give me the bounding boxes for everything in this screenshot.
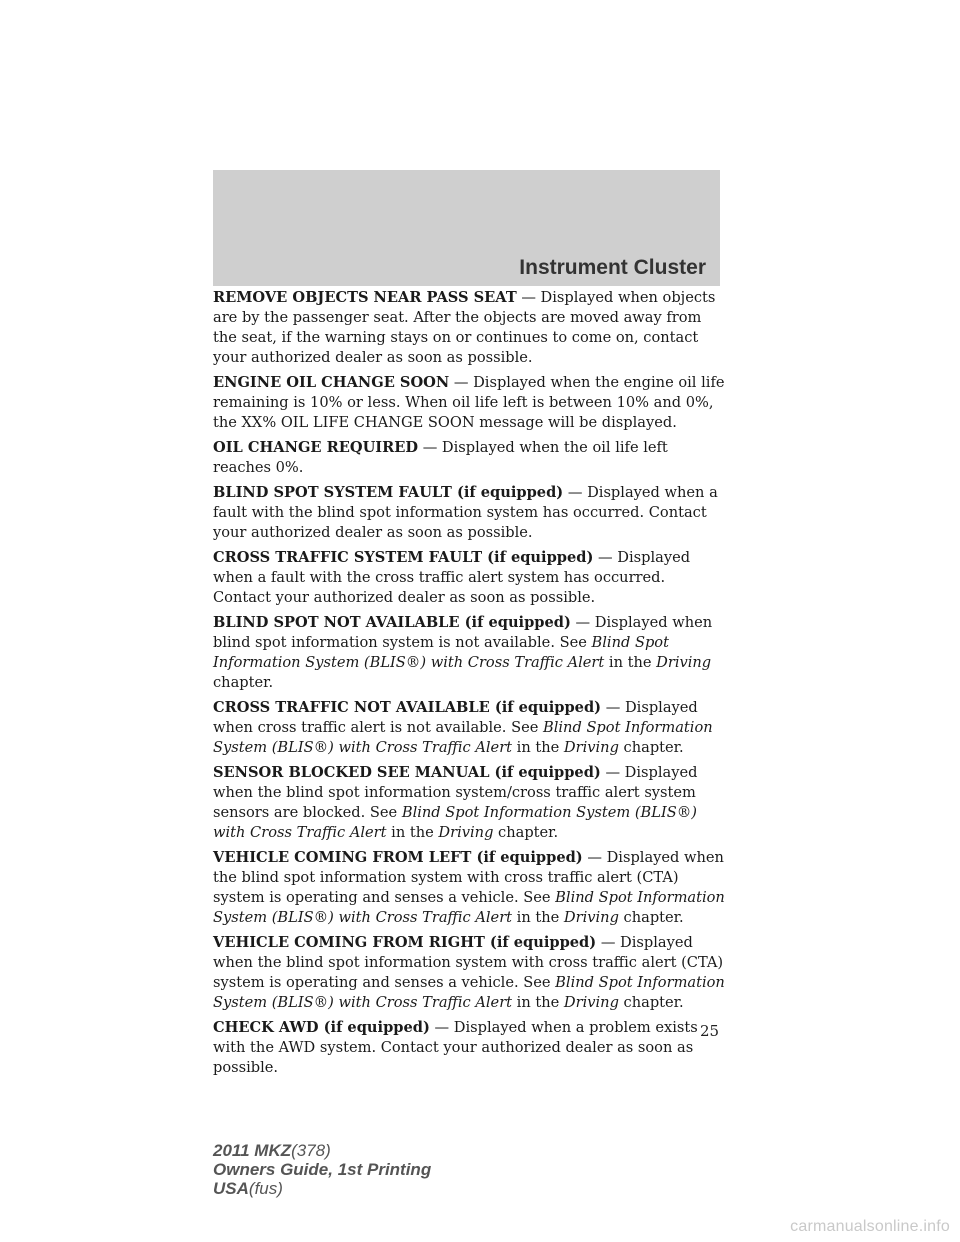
message-term: OIL CHANGE REQUIRED [213, 439, 419, 456]
message-description: — Displayed when a problem exists with the AWD system. Contact your authorized dealer as soon as possible. [213, 1019, 698, 1076]
cross-reference: Blind Spot Information System (BLIS®) with Cross Traffic Alert [213, 804, 698, 841]
message-description: chapter. [493, 824, 559, 841]
message-paragraph [213, 763, 725, 843]
message-paragraph [213, 373, 725, 433]
cross-reference: Blind Spot Information System (BLIS®) with Cross Traffic Alert [213, 974, 725, 1011]
message-paragraph [213, 483, 725, 543]
message-list [213, 288, 725, 1083]
watermark-text: carmanualsonline.info [790, 1218, 950, 1235]
message-description: — Displayed when a fault with the cross traffic alert system has occurred. Contact your authorized dealer as soon as possible. [213, 549, 691, 606]
footer-line-1 [213, 1141, 431, 1160]
message-paragraph [213, 1018, 725, 1078]
message-description: — Displayed when a fault with the blind spot information system has occurred. Contact your authorized dealer as soon as possible. [213, 484, 718, 541]
message-description: chapter. [618, 739, 684, 756]
cross-reference: Blind Spot Information System (BLIS®) with Cross Traffic Alert [213, 889, 725, 926]
cross-reference: Blind Spot Information System (BLIS®) with Cross Traffic Alert [213, 634, 669, 671]
page-number: 25 [700, 1022, 720, 1040]
message-term: REMOVE OBJECTS NEAR PASS SEAT [213, 289, 517, 306]
message-description: — Displayed when objects are by the passenger seat. After the objects are moved away from the seat, if the warning stays on or continues to come on, contact your authorized dealer as soon as possible. [213, 289, 716, 366]
cross-reference: Blind Spot Information System (BLIS®) with Cross Traffic Alert [213, 719, 713, 756]
message-paragraph [213, 698, 725, 758]
message-description: — Displayed when blind spot information system is not available. See [213, 614, 713, 651]
message-term: ENGINE OIL CHANGE SOON [213, 374, 450, 391]
cross-reference: Driving [563, 739, 619, 756]
message-paragraph [213, 613, 725, 693]
cross-reference: Driving [563, 909, 619, 926]
footer-line-3 [213, 1179, 431, 1198]
message-description: in the [512, 994, 564, 1011]
chapter-title: Instrument Cluster [519, 256, 706, 279]
message-description: — Displayed when cross traffic alert is not available. See [213, 699, 698, 736]
footer-market-code: (fus) [248, 1179, 283, 1198]
message-term: VEHICLE COMING FROM LEFT (if equipped) [213, 849, 583, 866]
message-description: in the [512, 909, 564, 926]
message-paragraph [213, 548, 725, 608]
footer-line-2: Owners Guide, 1st Printing [213, 1160, 432, 1179]
message-description: in the [386, 824, 439, 841]
message-paragraph [213, 288, 725, 368]
message-description: — Displayed when the blind spot information system/cross traffic alert system sensors are blocked. See [213, 764, 698, 821]
footer-model-code: (378) [291, 1141, 331, 1160]
cross-reference: Driving [438, 824, 494, 841]
message-term: SENSOR BLOCKED SEE MANUAL (if equipped) [213, 764, 601, 781]
message-term: CROSS TRAFFIC NOT AVAILABLE (if equipped) [213, 699, 602, 716]
message-paragraph [213, 438, 725, 478]
cross-reference: Driving [563, 994, 619, 1011]
message-description: chapter. [213, 674, 274, 691]
message-description: in the [604, 654, 657, 671]
message-description: — Displayed when the engine oil life remaining is 10% or less. When oil life left is between 10% and 0%, the XX% OIL LIFE CHANGE SOON message will be displayed. [213, 374, 725, 431]
cross-reference: Driving [656, 654, 712, 671]
print-footer [213, 1141, 431, 1198]
chapter-header-band [213, 170, 720, 286]
message-description: chapter. [618, 994, 684, 1011]
message-term: CHECK AWD (if equipped) [213, 1019, 430, 1036]
message-term: CROSS TRAFFIC SYSTEM FAULT (if equipped) [213, 549, 594, 566]
message-term: BLIND SPOT NOT AVAILABLE (if equipped) [213, 614, 571, 631]
footer-model: 2011 MKZ [213, 1141, 292, 1160]
message-term: BLIND SPOT SYSTEM FAULT (if equipped) [213, 484, 564, 501]
message-paragraph [213, 933, 725, 1013]
message-description: — Displayed when the blind spot information system with cross traffic alert (CTA) system is operating and senses a vehicle. See [213, 934, 724, 991]
message-description: — Displayed when the oil life left reaches 0%. [213, 439, 668, 476]
message-term: VEHICLE COMING FROM RIGHT (if equipped) [213, 934, 597, 951]
footer-market: USA [213, 1179, 249, 1198]
message-description: chapter. [618, 909, 684, 926]
message-description: in the [512, 739, 564, 756]
message-description: — Displayed when the blind spot information system with cross traffic alert (CTA) system is operating and senses a vehicle. See [213, 849, 724, 906]
message-paragraph [213, 848, 725, 928]
